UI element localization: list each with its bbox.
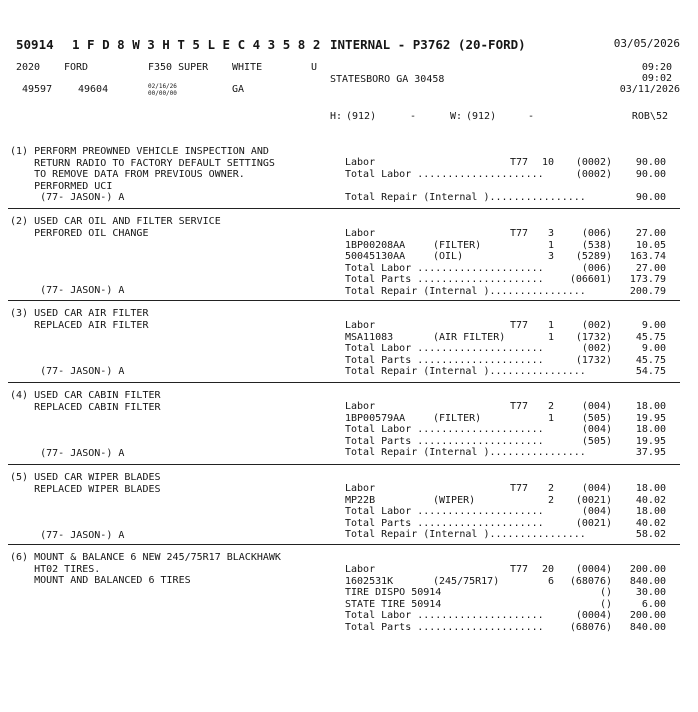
line-tech: T77 bbox=[509, 157, 528, 168]
line-quantity: 20 bbox=[541, 564, 554, 575]
line-amount: 200.00 bbox=[629, 610, 666, 621]
line-tech: T77 bbox=[509, 320, 528, 331]
line-amount: 10.05 bbox=[635, 239, 666, 251]
line-label: Total Parts ..................... bbox=[345, 621, 544, 633]
job-description-line: (6) MOUNT & BALANCE 6 NEW 245/75R17 BLACKHAWK bbox=[10, 552, 281, 563]
line-code: (06601) bbox=[569, 274, 612, 285]
section-divider bbox=[8, 382, 680, 383]
line-label: 1602531K bbox=[345, 575, 394, 587]
line-label: Total Repair (Internal )................ bbox=[345, 191, 586, 203]
service-advisor: ROB\52 bbox=[631, 111, 668, 122]
line-amount: 90.00 bbox=[635, 168, 666, 180]
line-amount: 90.00 bbox=[635, 157, 666, 168]
line-quantity: 1 bbox=[547, 331, 554, 343]
line-code: (68076) bbox=[569, 575, 612, 587]
line-label: MP22B bbox=[345, 494, 376, 506]
home-phone-label: H: bbox=[330, 111, 343, 122]
job-description-line: HT02 TIRES. bbox=[10, 563, 101, 575]
line-amount: 19.95 bbox=[635, 435, 666, 447]
line-amount: 54.75 bbox=[635, 366, 666, 377]
job-description-line: (3) USED CAR AIR FILTER bbox=[10, 308, 149, 319]
time-out: 09:02 bbox=[641, 73, 672, 84]
work-phone-label: W: bbox=[450, 111, 463, 122]
line-label: Total Repair (Internal )................ bbox=[345, 529, 586, 540]
line-label: Total Parts ..................... bbox=[345, 354, 544, 366]
job-description-line: MOUNT AND BALANCED 6 TIRES bbox=[10, 575, 191, 586]
line-description: (FILTER) bbox=[433, 239, 482, 251]
section-divider bbox=[8, 300, 680, 301]
job-description-line: REPLACED WIPER BLADES bbox=[10, 483, 161, 495]
state-abbr: GA bbox=[232, 84, 245, 95]
line-amount: 9.00 bbox=[641, 343, 666, 354]
job-description-line: (2) USED CAR OIL AND FILTER SERVICE bbox=[10, 216, 221, 227]
delivery-date: 02/16/26 bbox=[148, 83, 177, 90]
line-amount: 200.00 bbox=[629, 564, 666, 575]
line-tech: T77 bbox=[509, 401, 528, 412]
line-amount: 37.95 bbox=[635, 447, 666, 458]
line-code: (0002) bbox=[575, 168, 612, 180]
line-label: Total Repair (Internal )................ bbox=[345, 447, 586, 458]
home-phone: (912) bbox=[346, 111, 377, 122]
job-description-line: PERFORMED UCI bbox=[10, 180, 113, 192]
line-code: (1732) bbox=[575, 331, 612, 343]
line-amount: 18.00 bbox=[635, 401, 666, 412]
time-in: 09:20 bbox=[641, 62, 672, 73]
line-code: (505) bbox=[581, 412, 612, 424]
line-tech: T77 bbox=[509, 483, 528, 494]
line-amount: 58.02 bbox=[635, 529, 666, 540]
line-label: Total Parts ..................... bbox=[345, 274, 544, 285]
line-tech: T77 bbox=[509, 564, 528, 575]
line-amount: 200.79 bbox=[629, 285, 666, 297]
line-label: Labor bbox=[345, 564, 376, 575]
line-description: (AIR FILTER) bbox=[433, 331, 506, 343]
line-label: STATE TIRE 50914 bbox=[345, 598, 442, 610]
line-label: TIRE DISPO 50914 bbox=[345, 587, 442, 598]
line-code: () bbox=[599, 598, 612, 610]
section-divider bbox=[8, 464, 680, 465]
open-date: 03/05/2026 bbox=[613, 37, 680, 50]
line-amount: 173.79 bbox=[629, 274, 666, 285]
line-label: Labor bbox=[345, 320, 376, 331]
job-description-line: (4) USED CAR CABIN FILTER bbox=[10, 390, 161, 401]
mileage-in: 49597 bbox=[22, 84, 53, 95]
close-date: 03/11/2026 bbox=[619, 84, 680, 95]
line-code: (002) bbox=[581, 320, 612, 331]
line-amount: 40.02 bbox=[635, 517, 666, 529]
line-code: (004) bbox=[581, 401, 612, 412]
warranty-date: 00/00/00 bbox=[148, 90, 177, 97]
line-quantity: 2 bbox=[547, 483, 554, 494]
line-code: (006) bbox=[581, 262, 612, 274]
line-amount: 45.75 bbox=[635, 354, 666, 366]
line-code: (002) bbox=[581, 343, 612, 354]
line-label: Total Labor ..................... bbox=[345, 168, 544, 180]
line-code: (0004) bbox=[575, 610, 612, 621]
line-code: (538) bbox=[581, 239, 612, 251]
job-description-line: PERFORED OIL CHANGE bbox=[10, 227, 149, 239]
line-code: (006) bbox=[581, 228, 612, 239]
mileage-out: 49604 bbox=[78, 84, 109, 95]
line-amount: 18.00 bbox=[635, 506, 666, 517]
line-amount: 30.00 bbox=[635, 587, 666, 598]
job-description-line: (77- JASON-) A bbox=[10, 285, 125, 296]
line-label: Total Labor ..................... bbox=[345, 343, 544, 354]
line-label: Total Repair (Internal )................ bbox=[345, 366, 586, 377]
job-description-line: TO REMOVE DATA FROM PREVIOUS OWNER. bbox=[10, 169, 245, 180]
line-amount: 90.00 bbox=[635, 191, 666, 203]
work-phone: (912) bbox=[466, 111, 497, 122]
vehicle-color: WHITE bbox=[232, 62, 263, 73]
line-code: (0002) bbox=[575, 157, 612, 168]
line-quantity: 3 bbox=[547, 228, 554, 239]
line-amount: 18.00 bbox=[635, 424, 666, 435]
line-label: Total Labor ..................... bbox=[345, 506, 544, 517]
line-quantity: 1 bbox=[547, 239, 554, 251]
line-code: (004) bbox=[581, 483, 612, 494]
line-label: Total Labor ..................... bbox=[345, 424, 544, 435]
section-divider bbox=[8, 208, 680, 209]
job-description-line: REPLACED CABIN FILTER bbox=[10, 401, 161, 413]
line-label: Total Repair (Internal )................ bbox=[345, 285, 586, 297]
line-label: Total Parts ..................... bbox=[345, 435, 544, 447]
line-code: (68076) bbox=[569, 621, 612, 633]
job-description-line: (77- JASON-) A bbox=[10, 447, 125, 459]
line-code: (0021) bbox=[575, 494, 612, 506]
line-label: Labor bbox=[345, 228, 376, 239]
line-label: 1BP00208AA bbox=[345, 239, 406, 251]
line-description: (245/75R17) bbox=[433, 575, 500, 587]
line-amount: 19.95 bbox=[635, 412, 666, 424]
line-amount: 840.00 bbox=[629, 575, 666, 587]
line-description: (OIL) bbox=[433, 251, 464, 262]
line-label: Labor bbox=[345, 157, 376, 168]
vehicle-model: F350 SUPER bbox=[148, 62, 209, 73]
line-description: (WIPER) bbox=[433, 494, 476, 506]
line-code: (0004) bbox=[575, 564, 612, 575]
line-amount: 163.74 bbox=[629, 251, 666, 262]
line-code: (004) bbox=[581, 506, 612, 517]
job-description-line: (1) PERFORM PREOWNED VEHICLE INSPECTION AND bbox=[10, 146, 269, 157]
line-amount: 840.00 bbox=[629, 621, 666, 633]
line-amount: 6.00 bbox=[641, 598, 666, 610]
ro-type: INTERNAL - P3762 (20-FORD) bbox=[330, 37, 526, 52]
line-label: Total Labor ..................... bbox=[345, 610, 544, 621]
line-quantity: 3 bbox=[547, 251, 554, 262]
line-label: Labor bbox=[345, 401, 376, 412]
line-quantity: 2 bbox=[547, 401, 554, 412]
customer-location: STATESBORO GA 30458 bbox=[330, 74, 445, 85]
line-label: 50045130AA bbox=[345, 251, 406, 262]
work-phone-dash: - bbox=[528, 111, 535, 122]
vin: 1 F D 8 W 3 H T 5 L E C 4 3 5 8 2 bbox=[72, 37, 321, 52]
job-description-line: REPLACED AIR FILTER bbox=[10, 319, 149, 331]
line-amount: 45.75 bbox=[635, 331, 666, 343]
line-quantity: 1 bbox=[547, 320, 554, 331]
line-amount: 18.00 bbox=[635, 483, 666, 494]
section-divider bbox=[8, 544, 680, 545]
line-amount: 40.02 bbox=[635, 494, 666, 506]
line-quantity: 10 bbox=[541, 157, 554, 168]
vehicle-flag: U bbox=[311, 62, 318, 73]
line-label: MSA11083 bbox=[345, 331, 394, 343]
job-description-line: (5) USED CAR WIPER BLADES bbox=[10, 472, 161, 483]
job-description-line: (77- JASON-) A bbox=[10, 365, 125, 377]
line-code: (1732) bbox=[575, 354, 612, 366]
line-amount: 9.00 bbox=[641, 320, 666, 331]
line-code: () bbox=[599, 587, 612, 598]
line-amount: 27.00 bbox=[635, 262, 666, 274]
home-phone-dash: - bbox=[410, 111, 417, 122]
line-quantity: 6 bbox=[547, 575, 554, 587]
line-label: 1BP00579AA bbox=[345, 412, 406, 424]
job-description-line: RETURN RADIO TO FACTORY DEFAULT SETTINGS bbox=[10, 157, 275, 169]
line-label: Labor bbox=[345, 483, 376, 494]
line-code: (004) bbox=[581, 424, 612, 435]
line-label: Total Parts ..................... bbox=[345, 517, 544, 529]
vehicle-make: FORD bbox=[64, 62, 89, 73]
line-code: (505) bbox=[581, 435, 612, 447]
line-tech: T77 bbox=[509, 228, 528, 239]
line-code: (0021) bbox=[575, 517, 612, 529]
vehicle-year: 2020 bbox=[16, 62, 41, 73]
line-amount: 27.00 bbox=[635, 228, 666, 239]
job-description-line: (77- JASON-) A bbox=[10, 529, 125, 541]
job-description-line: (77- JASON-) A bbox=[10, 192, 125, 203]
line-label: Total Labor ..................... bbox=[345, 262, 544, 274]
line-description: (FILTER) bbox=[433, 412, 482, 424]
line-quantity: 1 bbox=[547, 412, 554, 424]
line-code: (5289) bbox=[575, 251, 612, 262]
ro-number: 50914 bbox=[16, 37, 54, 52]
line-quantity: 2 bbox=[547, 494, 554, 506]
